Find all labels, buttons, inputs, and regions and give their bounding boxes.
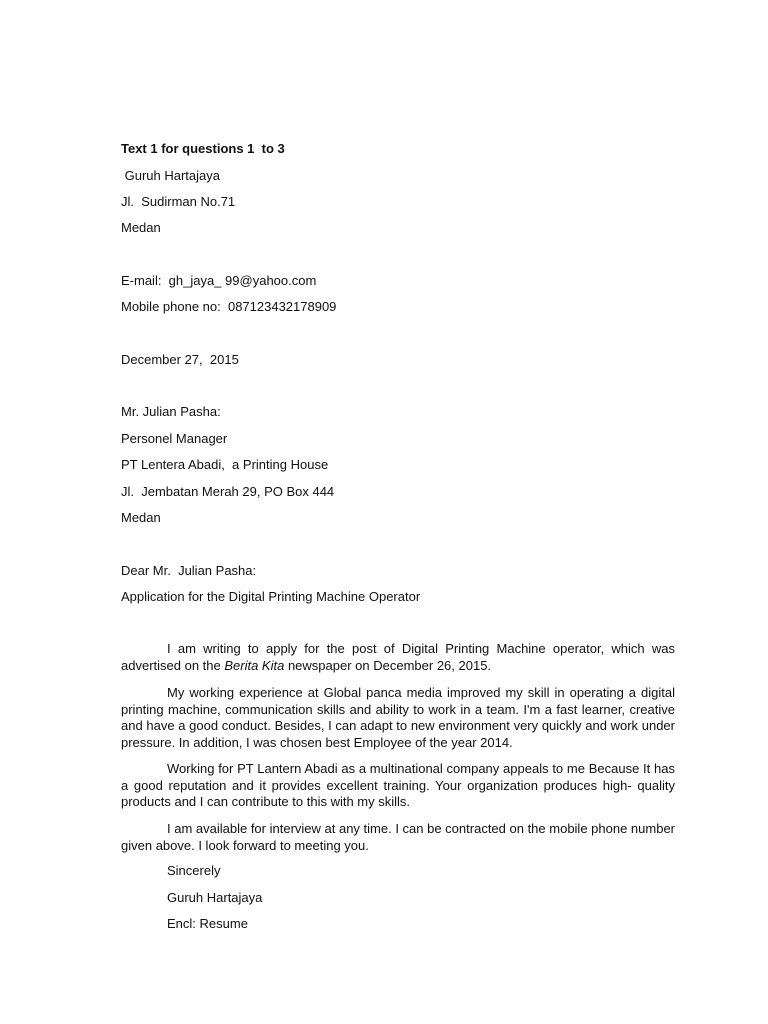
recipient-city: Medan: [121, 510, 161, 525]
recipient-street: Jl. Jembatan Merah 29, PO Box 444: [121, 484, 335, 499]
valediction: Sincerely: [167, 863, 221, 878]
body-paragraph-4: I am available for interview at any time. I can be contracted on the mobile phone number given above. I look forward to meeting you.: [121, 821, 676, 853]
newspaper-name: Berita Kita: [224, 657, 285, 673]
p1-text-before: I am writing to apply for the post of Digital Printing Machine operator, which was advertised on the: [121, 641, 675, 673]
sender-city: Medan: [121, 220, 161, 235]
sender-street: Jl. Sudirman No.71: [121, 194, 236, 209]
recipient-title: Personel Manager: [121, 431, 228, 446]
recipient-company: PT Lentera Abadi, a Printing House: [121, 457, 329, 472]
letter-date: December 27, 2015: [121, 352, 239, 367]
question-heading: Text 1 for questions 1 to 3: [121, 141, 285, 156]
recipient-name: Mr. Julian Pasha:: [121, 404, 221, 419]
sender-email: E-mail: gh_jaya_ 99@yahoo.com: [121, 273, 317, 288]
subject-line: Application for the Digital Printing Machine Operator: [121, 589, 421, 604]
salutation: Dear Mr. Julian Pasha:: [121, 563, 257, 578]
body-paragraph-1: [121, 641, 675, 674]
sender-name: Guruh Hartajaya: [121, 168, 220, 183]
p1-text-after: newspaper on December 26, 2015.: [284, 657, 492, 673]
body-paragraph-3: Working for PT Lantern Abadi as a multinational company appeals to me Because It has a good reputation and it provides excellent training. Your organization produces high- quality products and I can contribute to this with my skills.: [121, 761, 675, 809]
enclosure-note: Encl: Resume: [167, 916, 248, 931]
signature-name: Guruh Hartajaya: [167, 890, 263, 905]
sender-phone: Mobile phone no: 087123432178909: [121, 299, 337, 314]
body-paragraph-2: My working experience at Global panca media improved my skill in operating a digital printing machine, communication skills and ability to work in a team. I'm a fast learner, creative and have a good conduct. Besides, I can adapt to new environment very quickly and work under pressure. In addition, I was chosen best Employee of the year 2014.: [121, 685, 675, 750]
